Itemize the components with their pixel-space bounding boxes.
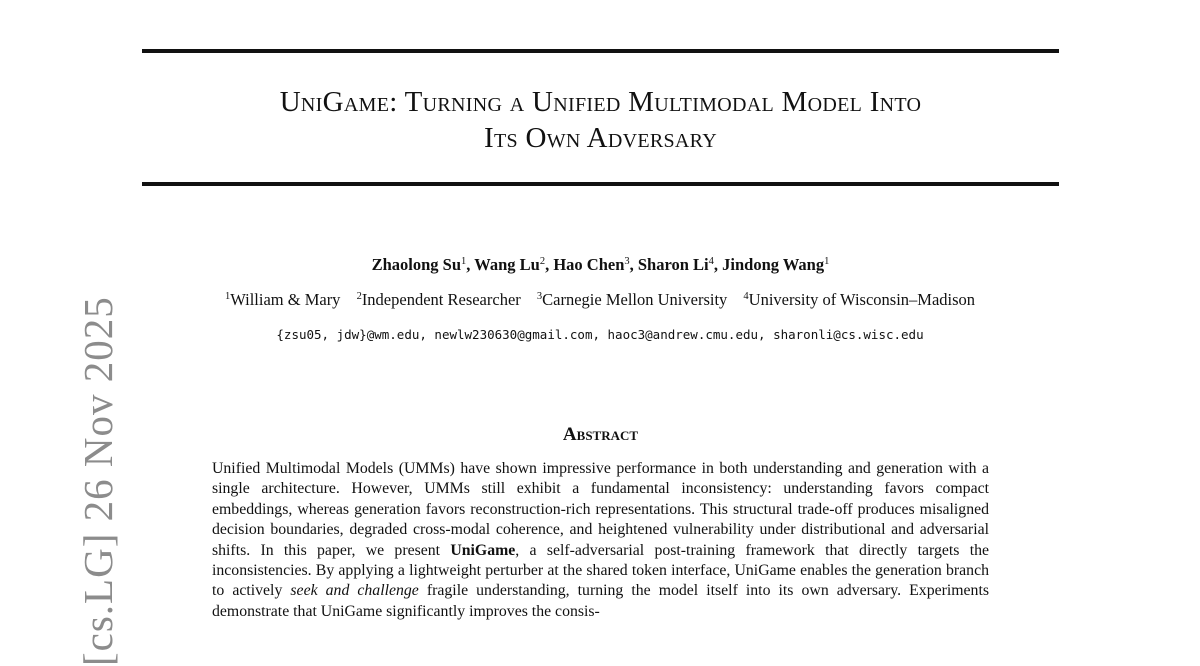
affiliation-list [100,290,1100,310]
title-line-1: UniGame: Turning a Unified Multimodal Model Into [279,86,922,118]
author-emails: {zsu05, jdw}@wm.edu, newlw230630@gmail.com, haoc3@andrew.cmu.edu, sharonli@cs.wisc.edu [276,327,924,342]
affiliation: $^3$Carnegie Mellon University [536,290,728,309]
author-affiliation-mark: 1 [461,256,467,267]
abstract-text: Unified Multimodal Models (UMMs) have shown impressive performance in both understanding and generation with a single architecture. However, UMMs still exhibit a fundamental inconsistency: understanding favors compact embeddings, whereas generation favors reconstruction-rich representations. This structural trade-off produces misaligned decision boundaries, degraded cross-modal coherence, and heightened vulnerability under distributional and adversarial shifts. In this paper, we present UniGame, a self-adversarial post-training framework that directly targets the inconsistencies. By applying a lightweight perturber at the shared token interface, UniGame enables the generation branch to actively seek and challenge fragile understanding, turning the model itself into its own adversary. Experiments demonstrate that UniGame significantly improves the consis- [212,460,989,620]
author: Hao Chen$^3$ [553,255,630,274]
title-top-rule [142,49,1059,53]
emphasis-text: seek and challenge [290,582,419,600]
author-affiliation-mark: 2 [539,256,546,267]
abstract-heading: Abstract [562,424,639,445]
paper-title [142,84,1059,156]
author: Sharon Li$^4$ [637,255,714,274]
author-affiliation-mark: 3 [624,256,630,267]
author: Wang Lu$^2$ [474,255,546,274]
author-affiliation-mark: 4 [708,256,714,267]
arxiv-stamp: [cs.LG] 26 Nov 2025 [75,296,121,666]
author-affiliation-mark: 1 [824,256,830,267]
affiliation: $^2$Independent Researcher [356,290,521,309]
title-bottom-rule [142,182,1059,186]
title-line-2: Its Own Adversary [484,122,717,154]
author: Jindong Wang$^1$ [722,255,830,274]
author: Zhaolong Su$^1$ [371,255,467,274]
affiliation: $^4$University of Wisconsin–Madison [743,290,976,309]
author-list: Zhaolong Su$^1$, Wang Lu$^2$, Hao Chen$^3$, Sharon Li$^4$, Jindong Wang$^1$ [371,255,830,274]
affiliation: $^1$William & Mary [224,290,341,309]
method-name: UniGame [450,541,516,559]
